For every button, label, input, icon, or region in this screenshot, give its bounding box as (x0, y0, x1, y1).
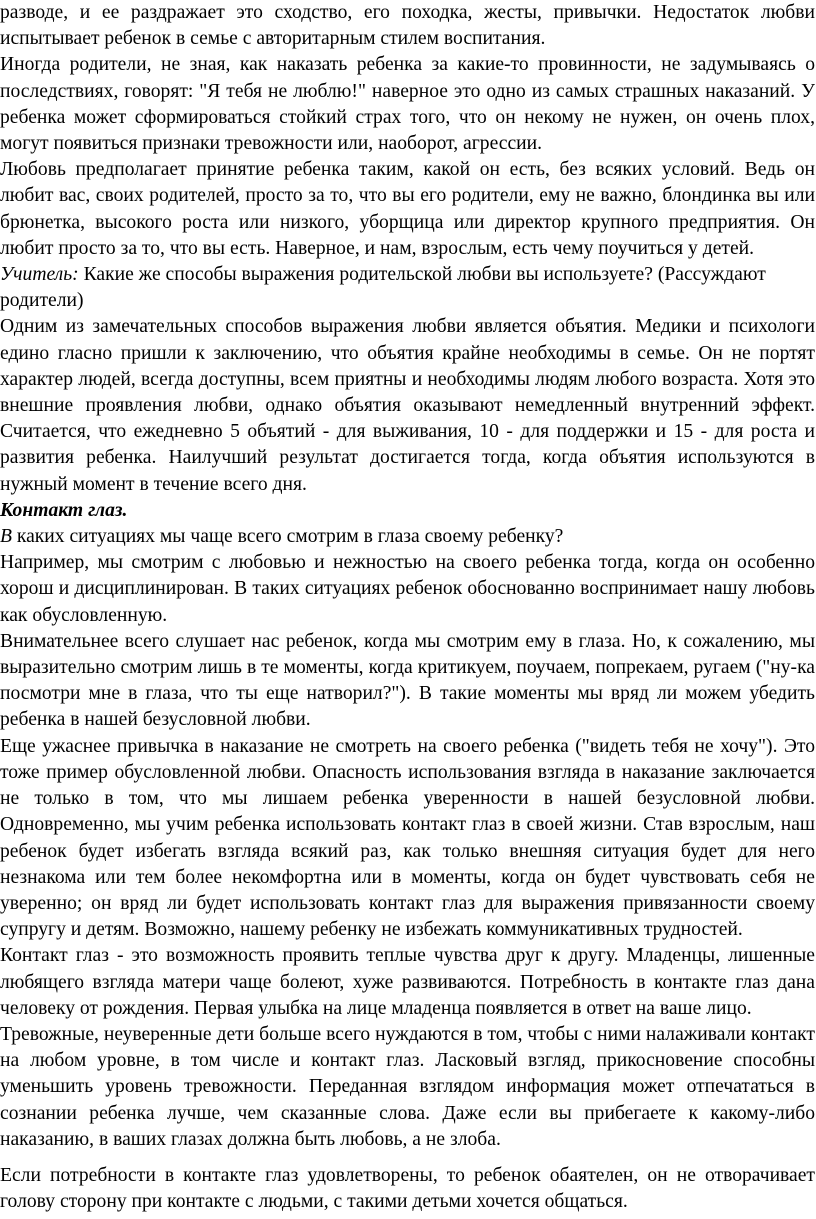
paragraph-eye-contact-question (0, 524, 815, 550)
paragraph-hugs: Одним из замечательных способов выражения любви является объятия. Медики и психологи едино гласно пришли к заключению, что объятия крайне необходимы в семье. Он не портят характер людей, всегда доступны, всем приятны и необходимы людям любого возраста. Хотя это внешние проявления любви, однако объятия оказывают немедленный внутренний эффект. Считается, что ежедневно 5 объятий - для выживания, 10 - для поддержки и 15 - для роста и развития ребенка. Наилучший результат достигается тогда, когда объятия используются в нужный момент в течение всего дня. (0, 316, 815, 495)
paragraph-conditional-love: Например, мы смотрим с любовью и нежностью на своего ребенка тогда, когда он особенно хорош и дисциплинирован. В таких ситуациях ребенок обоснованно воспринимает нашу любовь как обусловленную. (0, 552, 815, 626)
teacher-question-text: Какие же способы выражения родительской любви вы используете? (Рассуждают родители) (0, 264, 766, 312)
paragraph-teacher-question (0, 262, 815, 314)
paragraph-attentive-listening: Внимательнее всего слушает нас ребенок, когда мы смотрим ему в глаза. Но, к сожалению, мы выразительно смотрим лишь в те моменты, когда критикуем, поучаем, попрекаем, ругаем ("ну-ка посмотри мне в глаза, что ты еще натворил?"). В такие моменты мы вряд ли можем убедить ребенка в нашей безусловной любви. (0, 630, 815, 731)
section-heading-eye-contact: Контакт глаз. (0, 499, 128, 521)
paragraph-needs-satisfied: Если потребности в контакте глаз удовлетворены, то ребенок обаятелен, он не отворачивает голову сторону при контакте с людьми, с такими детьми хочется общаться. (0, 1164, 815, 1213)
paragraph-punishment-words: Иногда родители, не зная, как наказать ребенка за какие-то провинности, не задумываясь о последствиях, говорят: "Я тебя не люблю!" наверное это одно из самых страшных наказаний. У ребенка может сформироваться стойкий страх того, что он некому не нужен, он очень плох, могут появиться признаки тревожности или, наоборот, агрессии. (0, 54, 815, 155)
paragraph-anxious-children: Тревожные, неуверенные дети больше всего нуждаются в том, чтобы с ними налаживали контакт на любом уровне, в том числе и контакт глаз. Ласковый взгляд, прикосновение способны уменьшить уровень тревожности. Переданная взглядом информация может отпечататься в сознании ребенка лучше, чем сказанные слова. Даже если вы прибегаете к какому-либо наказанию, в ваших глазах должна быть любовь, а не злоба. (0, 1023, 815, 1150)
paragraph-acceptance: Любовь предполагает принятие ребенка таким, какой он есть, без всяких условий. Ведь он любит вас, своих родителей, просто за то, что вы его родители, ему не важно, блондинка вы или брюнетка, высокого роста или низкого, уборщица или директор крупного предприятия. Он любит просто за то, что вы есть. Наверное, и нам, взрослым, есть чему поучиться у детей. (0, 159, 815, 259)
teacher-label: Учитель: (0, 264, 79, 286)
paragraph-gaze-punishment: Еще ужаснее привычка в наказание не смотреть на своего ребенка ("видеть тебя не хочу"). Это тоже пример обусловленной любви. Опасность использования взгляда в наказание заключается не только в том, что мы лишаем ребенка уверенности в нашей безусловной любви. Одновременно, мы учим ребенка использовать контакт глаз в своей жизни. Став взрослым, наш ребенок будет избегать взгляда всякий раз, как только внешняя ситуация будет для него незнакома или тем более некомфортна или в моменты, когда он будет чувствовать себя не уверенно; он вряд ли будет использовать контакт глаз для выражения привязанности своему супругу и детям. Возможно, нашему ребенку не избежать коммуникативных трудностей. (0, 735, 815, 941)
paragraph-warm-feelings: Контакт глаз - это возможность проявить теплые чувства друг к другу. Младенцы, лишенные любящего взгляда матери чаще болеют, хуже развиваются. Потребность в контакте глаз дана человеку от рождения. Первая улыбка на лице младенца появляется в ответ на ваше лицо. (0, 945, 815, 1019)
question-text: каких ситуациях мы чаще всего смотрим в глаза своему ребенку? (11, 526, 564, 548)
paragraph-authoritarian-style: разводе, и ее раздражает это сходство, его походка, жесты, привычки. Недостаток любви испытывает ребенок в семье с авторитарным стилем воспитания. (0, 2, 815, 50)
question-initial: В (0, 526, 12, 548)
